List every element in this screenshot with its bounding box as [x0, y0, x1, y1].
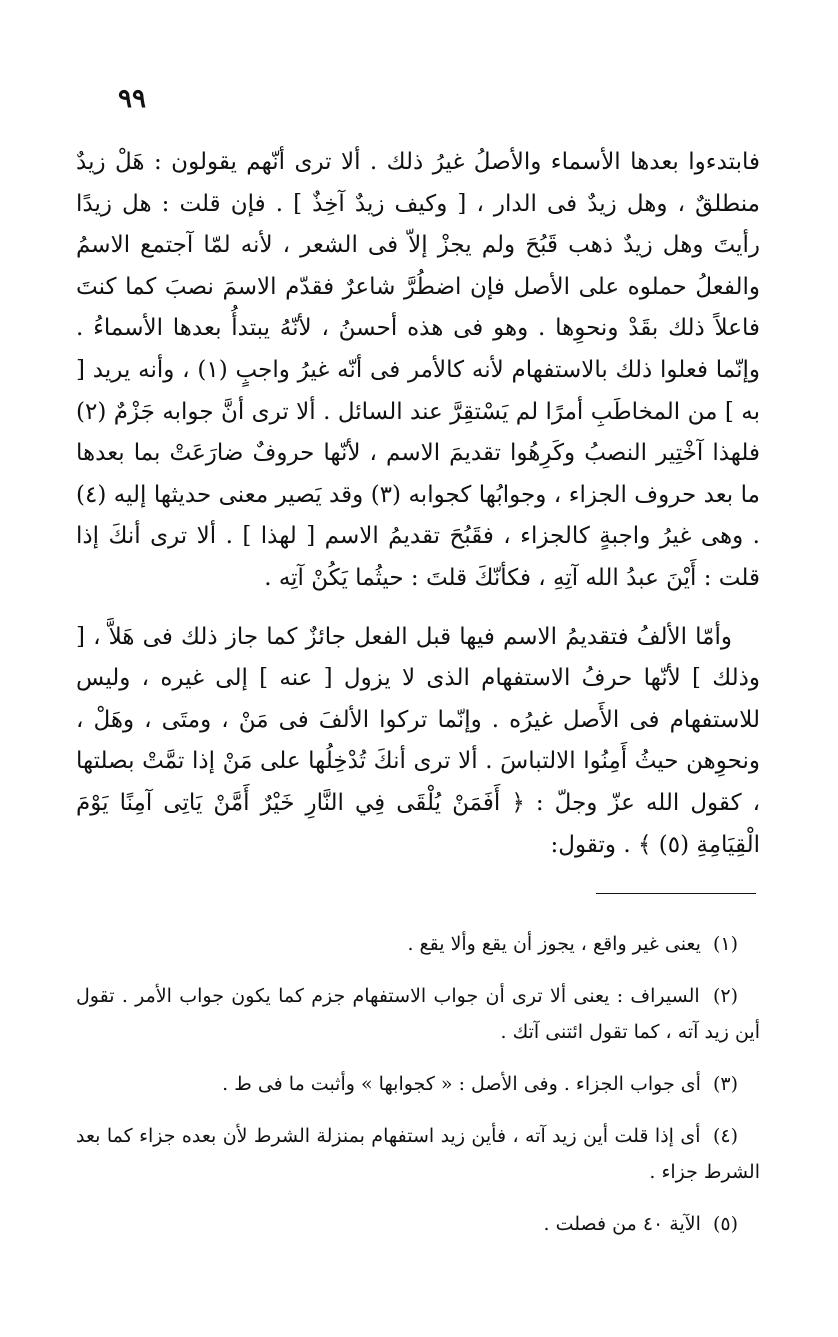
footnote-number: (١)	[712, 933, 738, 955]
footnote-3	[76, 1066, 760, 1102]
footnote-number: (٥)	[712, 1213, 738, 1235]
footnote-text: الآية ٤٠ من فصلت .	[543, 1213, 701, 1235]
footnote-number: (٢)	[712, 985, 739, 1007]
body-paragraph-1: فابتدءوا بعدها الأسماء والأصلُ غيرُ ذلك . ألا ترى أنّهم يقولون : هَلْ زيدٌ منطلقٌ ، وهل زيدٌ فى الدار ، [ وكيف زيدٌ آخِذٌ ] . فإن قلت : هل زيدًا رأيتَ وهل زيدٌ ذهب قَبُحَ ولم يجزْ إلاّ فى الشعر ، لأنه لمّا آجتمع الاسمُ والفعلُ حملوه على الأصل فإن اضطُرَّ شاعرٌ فقدّم الاسمَ نصبَ كما كنتَ فاعلاً ذلك بقَدْ ونحوِها . وهو فى هذه أحسنُ ، لأنّهُ يبتدأُ بعدها الأسماءُ . وإنّما فعلوا ذلك بالاستفهام لأنه كالأمر فى أنّه غيرُ واجبٍ (١) ، وأنه يريد [ به ] من المخاطَبِ أمرًا لم يَسْتقِرَّ عند السائل . ألا ترى أنَّ جوابه جَزْمٌ (٢) فلهذا آخْتِير النصبُ وكَرِهُوا تقديمَ الاسم ، لأنّها حروفٌ ضارَعَتْ بما بعدها ما بعد حروف الجزاء ، وجوابُها كجوابه (٣) وقد يَصير معنى حديثها إليه (٤) . وهى غيرُ واجبةٍ كالجزاء ، فقَبُحَ تقديمُ الاسم [ لهذا ] . ألا ترى أنكَ إذا قلت : أَيْنَ عبدُ الله آتِهِ ، فكأنّكَ قلتَ : حيثُما يَكُنْ آتِه .	[76, 149, 760, 591]
footnote-text: أى إذا قلت أين زيد آته ، فأين زيد استفهام بمنزلة الشرط لأن بعده جزاء كما بعد الشرط جزاء .	[76, 1125, 760, 1183]
body-paragraph-2: وأمّا الألفُ فتقديمُ الاسم فيها قبل الفعل جائزٌ كما جاز ذلك فى هَلاَّ ، [ وذلك ] لأنّها حرفُ الاستفهام الذى لا يزول [ عنه ] إلى غيره ، وليس للاستفهام فى الأَصل غيرُه . وإنّما تركوا الألفَ فى مَنْ ، ومتَى ، وهَلْ ، ونحوِهن حيثُ أَمِنُوا الالتباسَ . ألا ترى أنكَ تُدْخِلُها على مَنْ إذا تمَّتْ بصلتها ، كقول الله عزّ وجلّ : ﴿ أَفَمَنْ يُلْقَى فِي النَّارِ خَيْرٌ أَمَّنْ يَاتِى آمِنًا يَوْمَ الْقِيَامِةِ (٥) ﴾ . وتقول:	[76, 623, 760, 858]
footnote-number: (٤)	[712, 1125, 738, 1147]
footnote-1	[76, 926, 760, 962]
footnote-4	[76, 1118, 760, 1190]
main-text	[76, 142, 760, 866]
footnote-5	[76, 1206, 760, 1242]
footnote-text: يعنى غير واقع ، يجوز أن يقع وألا يقع .	[407, 933, 701, 955]
footnote-separator	[596, 893, 756, 894]
footnote-text: أى جواب الجزاء . وفى الأصل : « كجوابها » وأثبت ما فى ط .	[222, 1073, 701, 1095]
footnote-text: السيراف : يعنى ألا ترى أن جواب الاستفهام جزم كما يكون جواب الأمر . تقول أين زيد آته ، كما تقول ائتنى آتك .	[76, 985, 760, 1043]
footnote-number: (٣)	[712, 1073, 738, 1095]
footnote-2	[76, 978, 760, 1050]
page-number: ٩٩	[118, 84, 146, 114]
footnotes	[76, 926, 760, 1258]
